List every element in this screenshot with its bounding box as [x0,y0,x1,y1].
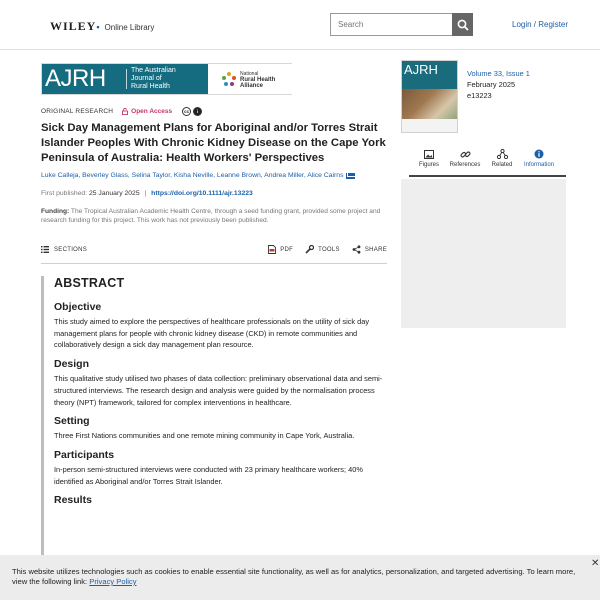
tab-information[interactable] [520,148,558,168]
publication-info [41,190,253,197]
cover-abbr: AJRH [404,62,438,77]
network-icon [497,149,508,159]
open-access-label: Open Access [131,107,173,115]
site-header [0,0,600,50]
partner-name-line: Alliance [240,83,264,89]
tab-figures[interactable] [410,148,448,168]
toolbar-actions [268,245,387,254]
abstract-subheading: Results [54,494,92,507]
login-register-link[interactable]: Login / Register [512,20,569,29]
cookie-text: This website utilizes technologies such as cookies to enable essential site functionality, as well as for analytics, personalization, and targeted advertising. To learn more, view the following link: [12,567,576,586]
journal-name-line: Journal of [131,75,162,82]
abstract-subheading: Participants [54,448,115,461]
share-button[interactable] [352,245,387,254]
privacy-policy-link[interactable]: Privacy Policy [89,577,137,586]
tab-label: Figures [418,162,439,168]
journal-banner[interactable] [41,63,292,95]
abstract-paragraph: In-person semi-structured interviews were conducted with 23 primary healthcare workers; 40% identified as Aboriginal and/or Torres Strait Islander. [54,464,363,486]
banner-divider [126,69,127,89]
cc-by-icon: i [193,107,202,116]
authors-text[interactable]: Luke Calleja, Beverley Glass, Selina Taylor, Kisha Neville, Leanne Brown, Andrea Miller, Alice Cairns [41,172,344,179]
abstract-paragraph: This qualitative study utilised two phases of data collection: preliminary observational data and semi-structured interviews. The research design and analysis were guided by the normalisation process theory (NPT) framework, tailored for complex interventions in healthcare. [54,374,383,407]
close-icon[interactable]: ✕ [591,558,600,569]
partner-name-line: National [240,71,259,77]
journal-abbr: AJRH [45,65,106,92]
author-list[interactable] [41,172,391,179]
creative-commons-license[interactable] [182,107,202,116]
article-meta [41,105,202,117]
tab-label: Related [491,162,513,168]
cc-icon: cc [184,108,190,114]
first-published-label: First published: [41,190,88,197]
first-published-date: 25 January 2025 [88,190,140,197]
tools-button[interactable] [305,245,340,254]
pdf-icon [268,245,276,254]
cover-footer [402,119,458,133]
information-panel [401,179,566,328]
pdf-label: PDF [280,246,294,253]
tab-label: References [449,162,481,168]
tab-related[interactable] [483,148,521,168]
wrench-icon [305,245,314,254]
article-toolbar [41,241,387,264]
funding-label: Funding: [41,208,70,215]
cover-photo [402,89,458,119]
partner-name-line: Rural Health [240,77,276,83]
volume-link[interactable]: Volume 33, Issue 1 [467,69,530,78]
abstract-paragraph: This study aimed to explore the perspectives of healthcare professionals on the utility of sick day management plans for people with chronic kidney disease (CKD) in remote communities and collaboratively design a sick day management plan resource. [54,317,370,350]
cookie-message [12,567,587,587]
tab-references[interactable] [446,148,484,168]
search-button[interactable] [452,13,473,36]
issue-info [467,68,530,101]
doi-link[interactable]: https://doi.org/10.1111/ajr.13223 [151,190,253,197]
link-icon [460,149,471,160]
logo-sub: Online Library [104,23,155,32]
issue-date: February 2025 [467,80,516,89]
list-icon [41,246,49,253]
logo-dot-icon: ▪ [96,22,101,32]
sections-button[interactable] [41,246,87,253]
info-icon [534,149,544,159]
nrha-logo-icon [221,71,237,87]
search-icon [457,19,469,31]
sidebar-tabs [409,148,566,177]
tools-label: TOOLS [318,246,340,253]
wiley-logo[interactable] [50,19,154,34]
journal-name [131,67,201,91]
share-icon [352,245,361,254]
abstract-paragraph: Three First Nations communities and one remote mining community in Cape York, Australia. [54,431,355,441]
funding-statement [41,207,386,225]
logo-brand: WILEY [50,19,97,33]
email-icon[interactable] [346,173,355,179]
journal-name-line: The Australian [131,67,176,74]
search-input[interactable] [330,13,452,36]
article-type: ORIGINAL RESEARCH [41,107,114,115]
share-label: SHARE [364,246,387,253]
abstract-subheading: Design [54,358,90,371]
abstract-subheading: Setting [54,415,90,428]
abstract-subheading: Objective [54,301,102,313]
image-icon [424,150,434,159]
partner-name [240,71,275,89]
open-lock-icon [122,108,128,115]
abstract-section [41,276,387,566]
journal-cover-thumbnail[interactable] [401,60,458,133]
separator: | [144,190,147,197]
tab-label: Information [523,162,554,168]
journal-logo [42,64,208,94]
funding-text: The Tropical Australian Academic Health Centre, through a seed funding grant, provided some project and research funding for this project. This work has not previously been published. [41,208,381,224]
partner-logo [208,64,292,94]
journal-name-line: Rural Health [131,83,170,90]
abstract-heading: ABSTRACT [54,276,125,290]
sections-label: SECTIONS [54,246,88,253]
article-id: e13223 [467,91,492,100]
open-access-badge [122,108,172,115]
article-title: Sick Day Management Plans for Aboriginal and/or Torres Strait Islander Peoples With Chronic Kidney Disease on the Cape York Peninsula of Australia: Health Workers' Perspectives [41,122,386,164]
cookie-banner [0,555,600,600]
pdf-button[interactable] [268,245,293,254]
